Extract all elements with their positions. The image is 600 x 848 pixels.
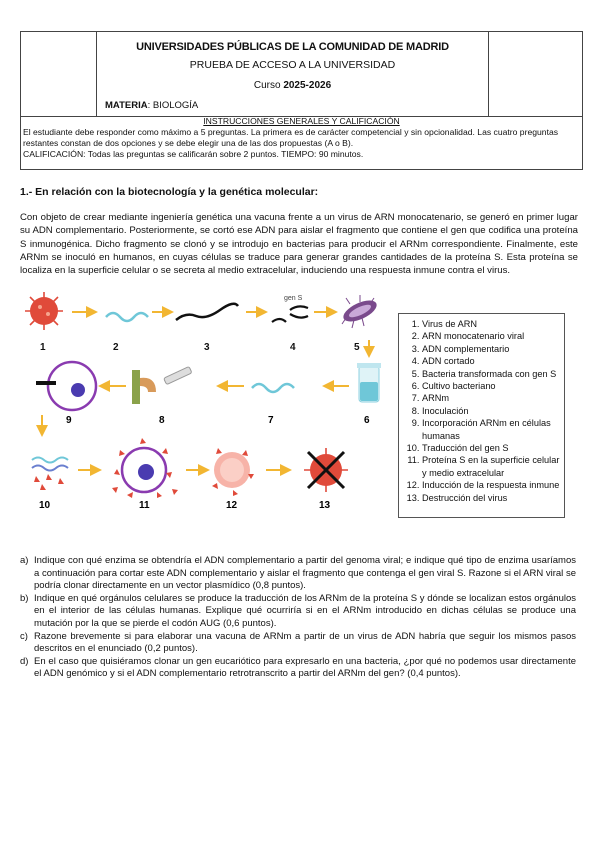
cut-dna-icon (272, 306, 308, 322)
subject: MATERIA: BIOLOGÍA (105, 100, 199, 111)
subquestion-d: d) En el caso que quisiéramos clonar un gen eucariótico para expresarlo en una bacteria, ¿por qué no podemos usar directamente el ADN genómico y si el ADN complementario retrotranscrito a partir del ARNm del gen? (0,4 puntos). (20, 655, 576, 680)
culture-tube-icon (357, 363, 381, 402)
legend-item: 11. Proteína S en la superficie celular y medio extracelular (422, 454, 564, 479)
legend-item: 6. Cultivo bacteriano (422, 380, 564, 392)
step-number: 12 (226, 500, 238, 511)
legend-item: 4. ADN cortado (422, 355, 564, 367)
legend-item: 10. Traducción del gen S (422, 442, 564, 454)
legend-item: 3. ADN complementario (422, 343, 564, 355)
cdna-strand-icon (176, 304, 238, 320)
step-number: 8 (159, 415, 165, 426)
gene-s-label: gen S (284, 295, 303, 302)
subquestion-b: b) Indique en qué orgánulos celulares se produce la traducción de los ARNm de la proteína S y dónde se localizan estos orgánulos en el interior de las células humanas. Explique qué ocurriría si en el ARNm introducido en dichas células se produce una mutación por la que se pierde el codón AUG (0,6 puntos). (20, 592, 576, 629)
step-number: 3 (204, 342, 210, 353)
step-number: 6 (364, 415, 370, 426)
translation-icon (32, 458, 68, 491)
instructions-text: El estudiante debe responder como máximo a 5 preguntas. La primera es de carácter competencial y sin opcionalidad. Las cuatro preguntas restantes constan de dos opciones y se debe elegir una de las dos propuestas (A o B). (23, 127, 559, 148)
exam-title: PRUEBA DE ACCESO A LA UNIVERSIDAD (189, 59, 396, 71)
step-number: 9 (66, 415, 72, 426)
step-number: 1 (40, 342, 46, 353)
legend-item: 7. ARNm (422, 392, 564, 404)
question-title: 1.- En relación con la biotecnología y la genética molecular: (20, 186, 319, 198)
university-title: UNIVERSIDADES PÚBLICAS DE LA COMUNIDAD DE MADRID (136, 41, 449, 53)
subquestion-a: a) Indique con qué enzima se obtendría el ADN complementario a partir del genoma viral; e indique qué tipo de enzima usaríamos a continuación para cortar este ADN complementario y aislar el fragmento que contenga el gen viral S. Razone si el ARN viral se podría clonar directamente en un vector plasmídico (0,8 puntos). (20, 555, 576, 592)
step-number: 11 (139, 500, 150, 511)
course: Curso 2025-2026 (253, 80, 332, 91)
mrna-strand-icon (252, 384, 294, 392)
legend-item: 13. Destrucción del virus (422, 492, 564, 504)
subquestion-c: c) Razone brevemente si para elaborar una vacuna de ARNm a partir de un virus de ADN habría que seguir los mismos pasos descritos en el enunciado (0,2 puntos). (20, 630, 576, 655)
step-number: 2 (113, 342, 119, 353)
instructions-title: INSTRUCCIONES GENERALES Y CALIFICACIÓN (203, 116, 400, 126)
step-number: 4 (290, 342, 296, 353)
human-cell-icon (36, 362, 96, 410)
legend-item: 9. Incorporación ARNm en células humanas (422, 417, 564, 442)
step-number: 5 (354, 342, 360, 353)
injection-icon (132, 366, 192, 404)
virus-icon (25, 292, 63, 330)
legend-item: 1. Virus de ARN (422, 318, 564, 330)
destroyed-virus-icon (304, 448, 348, 492)
subquestions (20, 555, 576, 681)
cell-with-protein-icon (112, 438, 178, 498)
grading-text: CALIFICACIÓN: Todas las preguntas se calificarán sobre 2 puntos. TIEMPO: 90 minutos. (23, 149, 364, 159)
step-number: 10 (39, 500, 51, 511)
step-number: 7 (268, 415, 274, 426)
instructions-box (20, 115, 583, 170)
legend-item: 12. Inducción de la respuesta inmune (422, 479, 564, 491)
legend-item: 8. Inoculación (422, 405, 564, 417)
rna-strand-icon (106, 313, 148, 321)
process-diagram (14, 290, 399, 515)
header-center (97, 32, 488, 116)
exam-header (20, 31, 583, 117)
step-number: 13 (319, 500, 331, 511)
legend-item: 2. ARN monocatenario viral (422, 330, 564, 342)
figure-legend (398, 313, 565, 518)
legend-item: 5. Bacteria transformada con gen S (422, 368, 564, 380)
header-left-cell (21, 32, 97, 116)
immune-response-icon (212, 448, 254, 496)
header-right-cell (488, 32, 582, 116)
bacteria-icon (340, 295, 379, 328)
question-intro: Con objeto de crear mediante ingeniería genética una vacuna frente a un virus de ARN monocatenario, se generó en primer lugar su ADN complementario. Posteriormente, se cortó ese ADN para aislar el fragmento que contiene el gen que codifica una proteína S inmunogénica. Dicho fragmento se clonó y se introdujo en bacterias para producir el ARNm correspondiente. Finalmente, este ARNm se inoculó en humanos, en cuyas células se traduce para generar grandes cantidades de la proteína S. Esta proteína se localiza en la superficie celular o se secreta al medio extracelular, induciendo una respuesta inmune contra el virus. (20, 212, 578, 277)
